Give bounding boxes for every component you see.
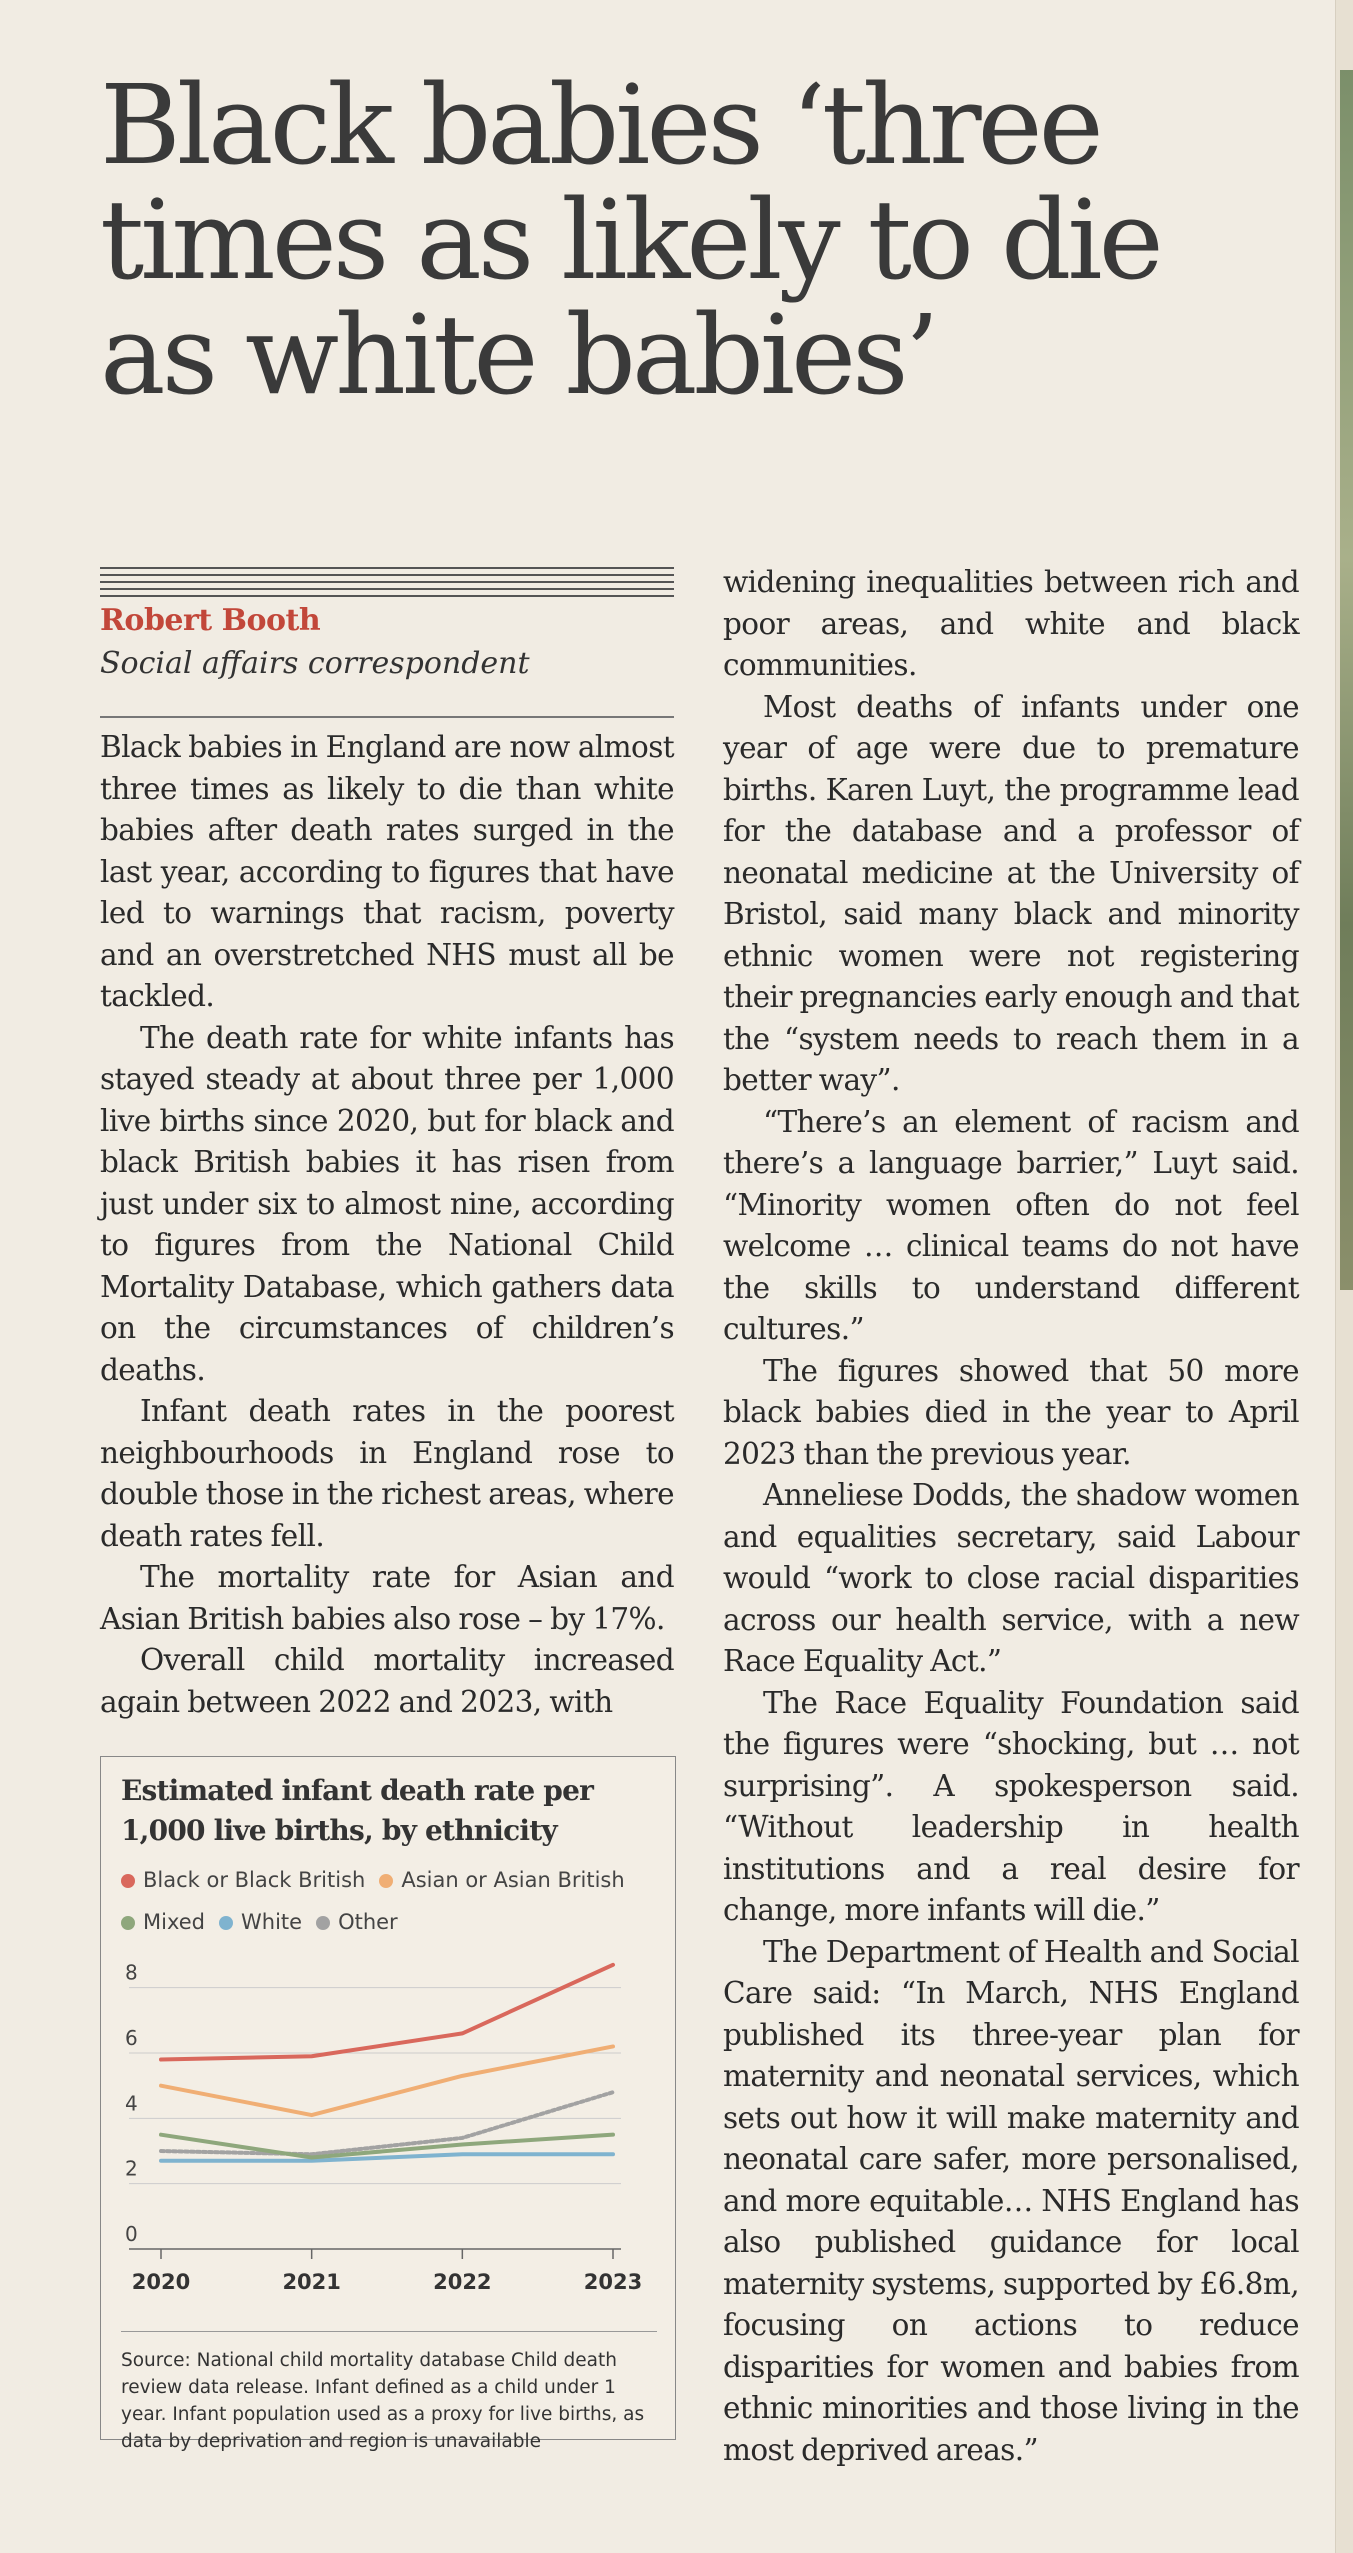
paragraph: The death rate for white infants has stayed steady at about three per 1,000 live births since 2020, but for black and black British babies it has risen from just under six to almost nine, according to figures from the National Child Mortality Database, which gathers data on the circumstances of children’s deaths. <box>100 1020 674 1387</box>
y-tick-label: 2 <box>125 2156 138 2181</box>
paragraph: The Race Equality Foundation said the figures were “shocking, but … not surprising”. A spokesperson said. “Without leadership in health institutions and a real desire for change, more infants will die.” <box>723 1685 1299 1927</box>
article-column-right <box>723 562 1299 2471</box>
x-tick-label: 2021 <box>282 2270 341 2294</box>
article-column-left <box>100 727 674 1723</box>
legend-swatch <box>379 1874 393 1888</box>
legend-label: Other <box>338 1910 398 1934</box>
y-tick-label: 8 <box>125 1960 138 1985</box>
paragraph: The mortality rate for Asian and Asian British babies also rose – by 17%. <box>100 1560 674 1636</box>
headline: Black babies ‘three times as likely to die as white babies’ <box>100 61 1160 419</box>
legend-item <box>121 1859 365 1901</box>
legend-item <box>379 1859 624 1901</box>
legend-label: White <box>241 1910 303 1934</box>
paragraph: widening inequalities between rich and poor areas, and white and black communities. <box>723 565 1299 682</box>
paragraph: Anneliese Dodds, the shadow women and equalities secretary, said Labour would “work to close racial disparities across our health service, with a new Race Equality Act.” <box>723 1478 1299 1678</box>
chart-source: Source: National child mortality database Child death review data release. Infant defined as a child under 1 year. Infant population used as a proxy for live births, as data by deprivation and region is unavailable <box>121 2350 645 2452</box>
paragraph: Black babies in England are now almost three times as likely to die than white babies after death rates surged in the last year, according to figures that have led to warnings that racism, poverty and an overstretched NHS must all be tackled. <box>100 730 674 1013</box>
legend-swatch <box>121 1874 135 1888</box>
chart-title: Estimated infant death rate per 1,000 live births, by ethnicity <box>121 1774 594 1847</box>
y-tick-label: 6 <box>125 2026 138 2050</box>
legend-label: Mixed <box>143 1910 205 1934</box>
series-line <box>161 2154 613 2161</box>
series-line <box>161 1965 613 2060</box>
byline-decorative-rules <box>100 567 674 597</box>
paragraph: Infant death rates in the poorest neighbourhoods in England rose to double those in the richest areas, where death rates fell. <box>100 1394 674 1553</box>
line-chart <box>101 1927 675 2327</box>
byline-divider <box>100 716 674 718</box>
paragraph: The figures showed that 50 more black babies died in the year to April 2023 than the previous year. <box>723 1353 1299 1471</box>
legend-label: Asian or Asian British <box>401 1868 625 1892</box>
paragraph: Most deaths of infants under one year of age were due to premature births. Karen Luyt, the programme lead for the database and a professor of neonatal medicine at the University of Bristol, said many black and minority ethnic women were not registering their pregnancies early enough and that the “system needs to reach them in a better way”. <box>723 689 1299 1097</box>
paragraph: Overall child mortality increased again between 2022 and 2023, with <box>100 1643 674 1719</box>
byline-role: Social affairs correspondent <box>100 646 530 681</box>
paragraph: “There’s an element of racism and there’s a language barrier,” Luyt said. “Minority women often do not feel welcome … clinical teams do not have the skills to understand different cultures.” <box>723 1104 1299 1346</box>
y-tick-label: 4 <box>125 2091 138 2116</box>
source-divider <box>121 2331 657 2332</box>
adjacent-photo-edge <box>1340 70 1353 1290</box>
x-tick-label: 2023 <box>583 2270 643 2294</box>
y-tick-label: 0 <box>125 2222 138 2246</box>
x-tick-label: 2020 <box>131 2270 191 2294</box>
legend-label: Black or Black British <box>143 1868 366 1892</box>
paragraph: The Department of Health and Social Care said: “In March, NHS England published its three-year plan for maternity and neonatal services, which sets out how it will make maternity and neonatal care safer, more personalised, and more equitable… NHS England has also published guidance for local maternity systems, supported by £6.8m, focusing on actions to reduce disparities for women and babies from ethnic minorities and those living in the most deprived areas.” <box>723 1934 1299 2467</box>
chart-panel <box>100 1756 676 2452</box>
x-tick-label: 2022 <box>433 2270 492 2294</box>
byline-author: Robert Booth <box>100 603 321 638</box>
